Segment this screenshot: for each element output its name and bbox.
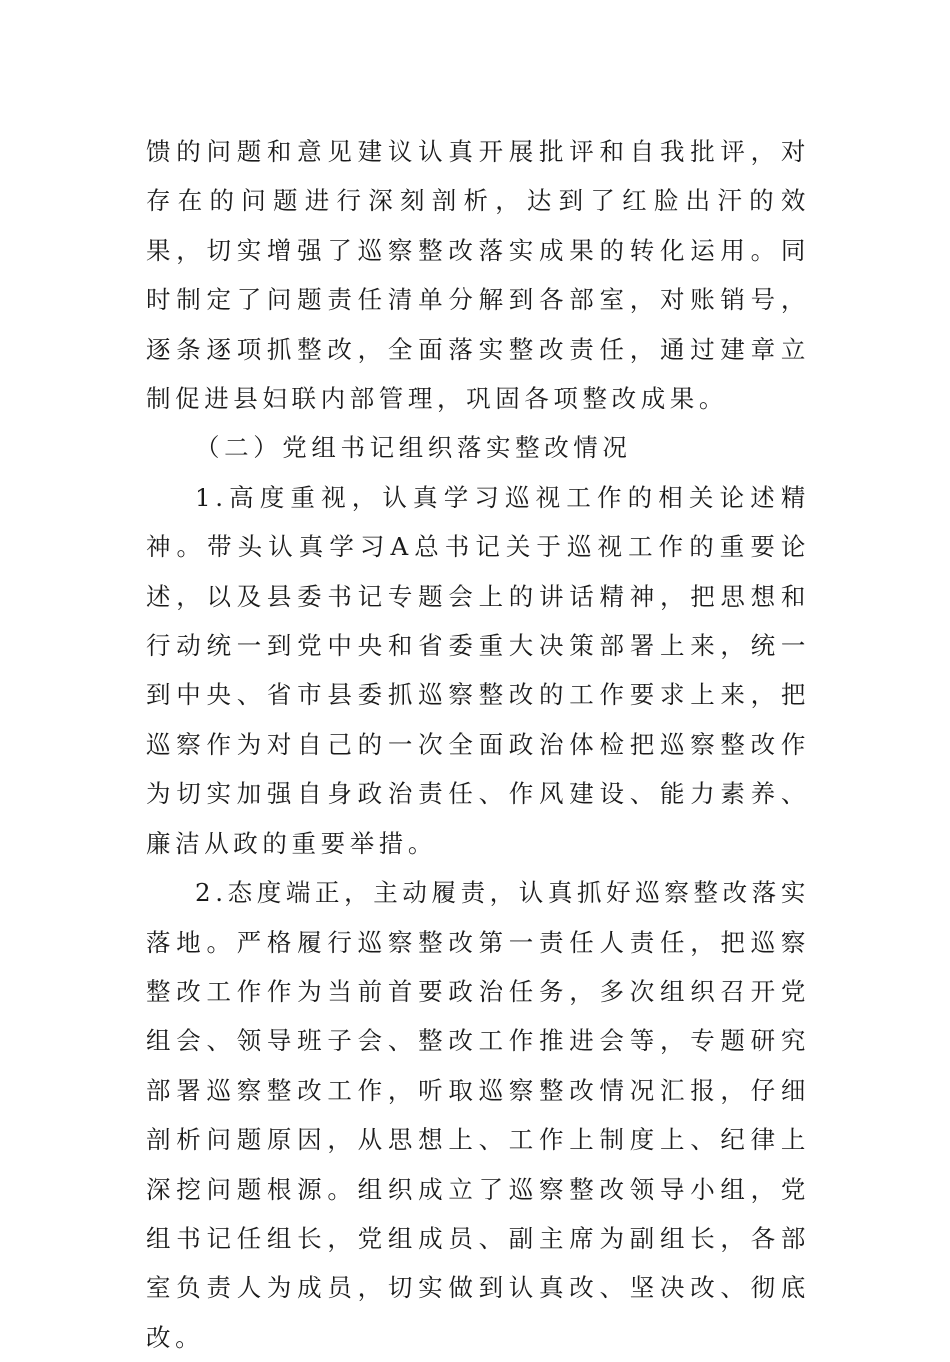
- paragraph-item-1: 1.高度重视，认真学习巡视工作的相关论述精神。带头认真学习A总书记关于巡视工作的重要论述，以及县委书记专题会上的讲话精神，把思想和行动统一到党中央和省委重大决策部署上来，统一到中央、省市县委抓巡察整改的工作要求上来，把巡察作为对自己的一次全面政治体检把巡察整改作为切实加强自身政治责任、作风建设、能力素养、廉洁从政的重要举措。: [146, 482, 810, 858]
- document-body: [146, 127, 810, 1362]
- paragraph-continued: 馈的问题和意见建议认真开展批评和自我批评，对存在的问题进行深刻剖析，达到了红脸出汗的效果，切实增强了巡察整改落实成果的转化运用。同时制定了问题责任清单分解到各部室，对账销号，逐条逐项抓整改，全面落实整改责任，通过建章立制促进县妇联内部管理，巩固各项整改成果。: [146, 137, 810, 414]
- section-heading: （二）党组书记组织落实整改情况: [195, 433, 632, 463]
- paragraph-item-2: 2.态度端正，主动履责，认真抓好巡察整改落实落地。严格履行巡察整改第一责任人责任，把巡察整改工作作为当前首要政治任务，多次组织召开党组会、领导班子会、整改工作推进会等，专题研究部署巡察整改工作，听取巡察整改情况汇报，仔细剖析问题原因，从思想上、工作上制度上、纪律上深挖问题根源。组织成立了巡察整改领导小组，党组书记任组长，党组成员、副主席为副组长，各部室负责人为成员，切实做到认真改、坚决改、彻底改。: [146, 878, 810, 1352]
